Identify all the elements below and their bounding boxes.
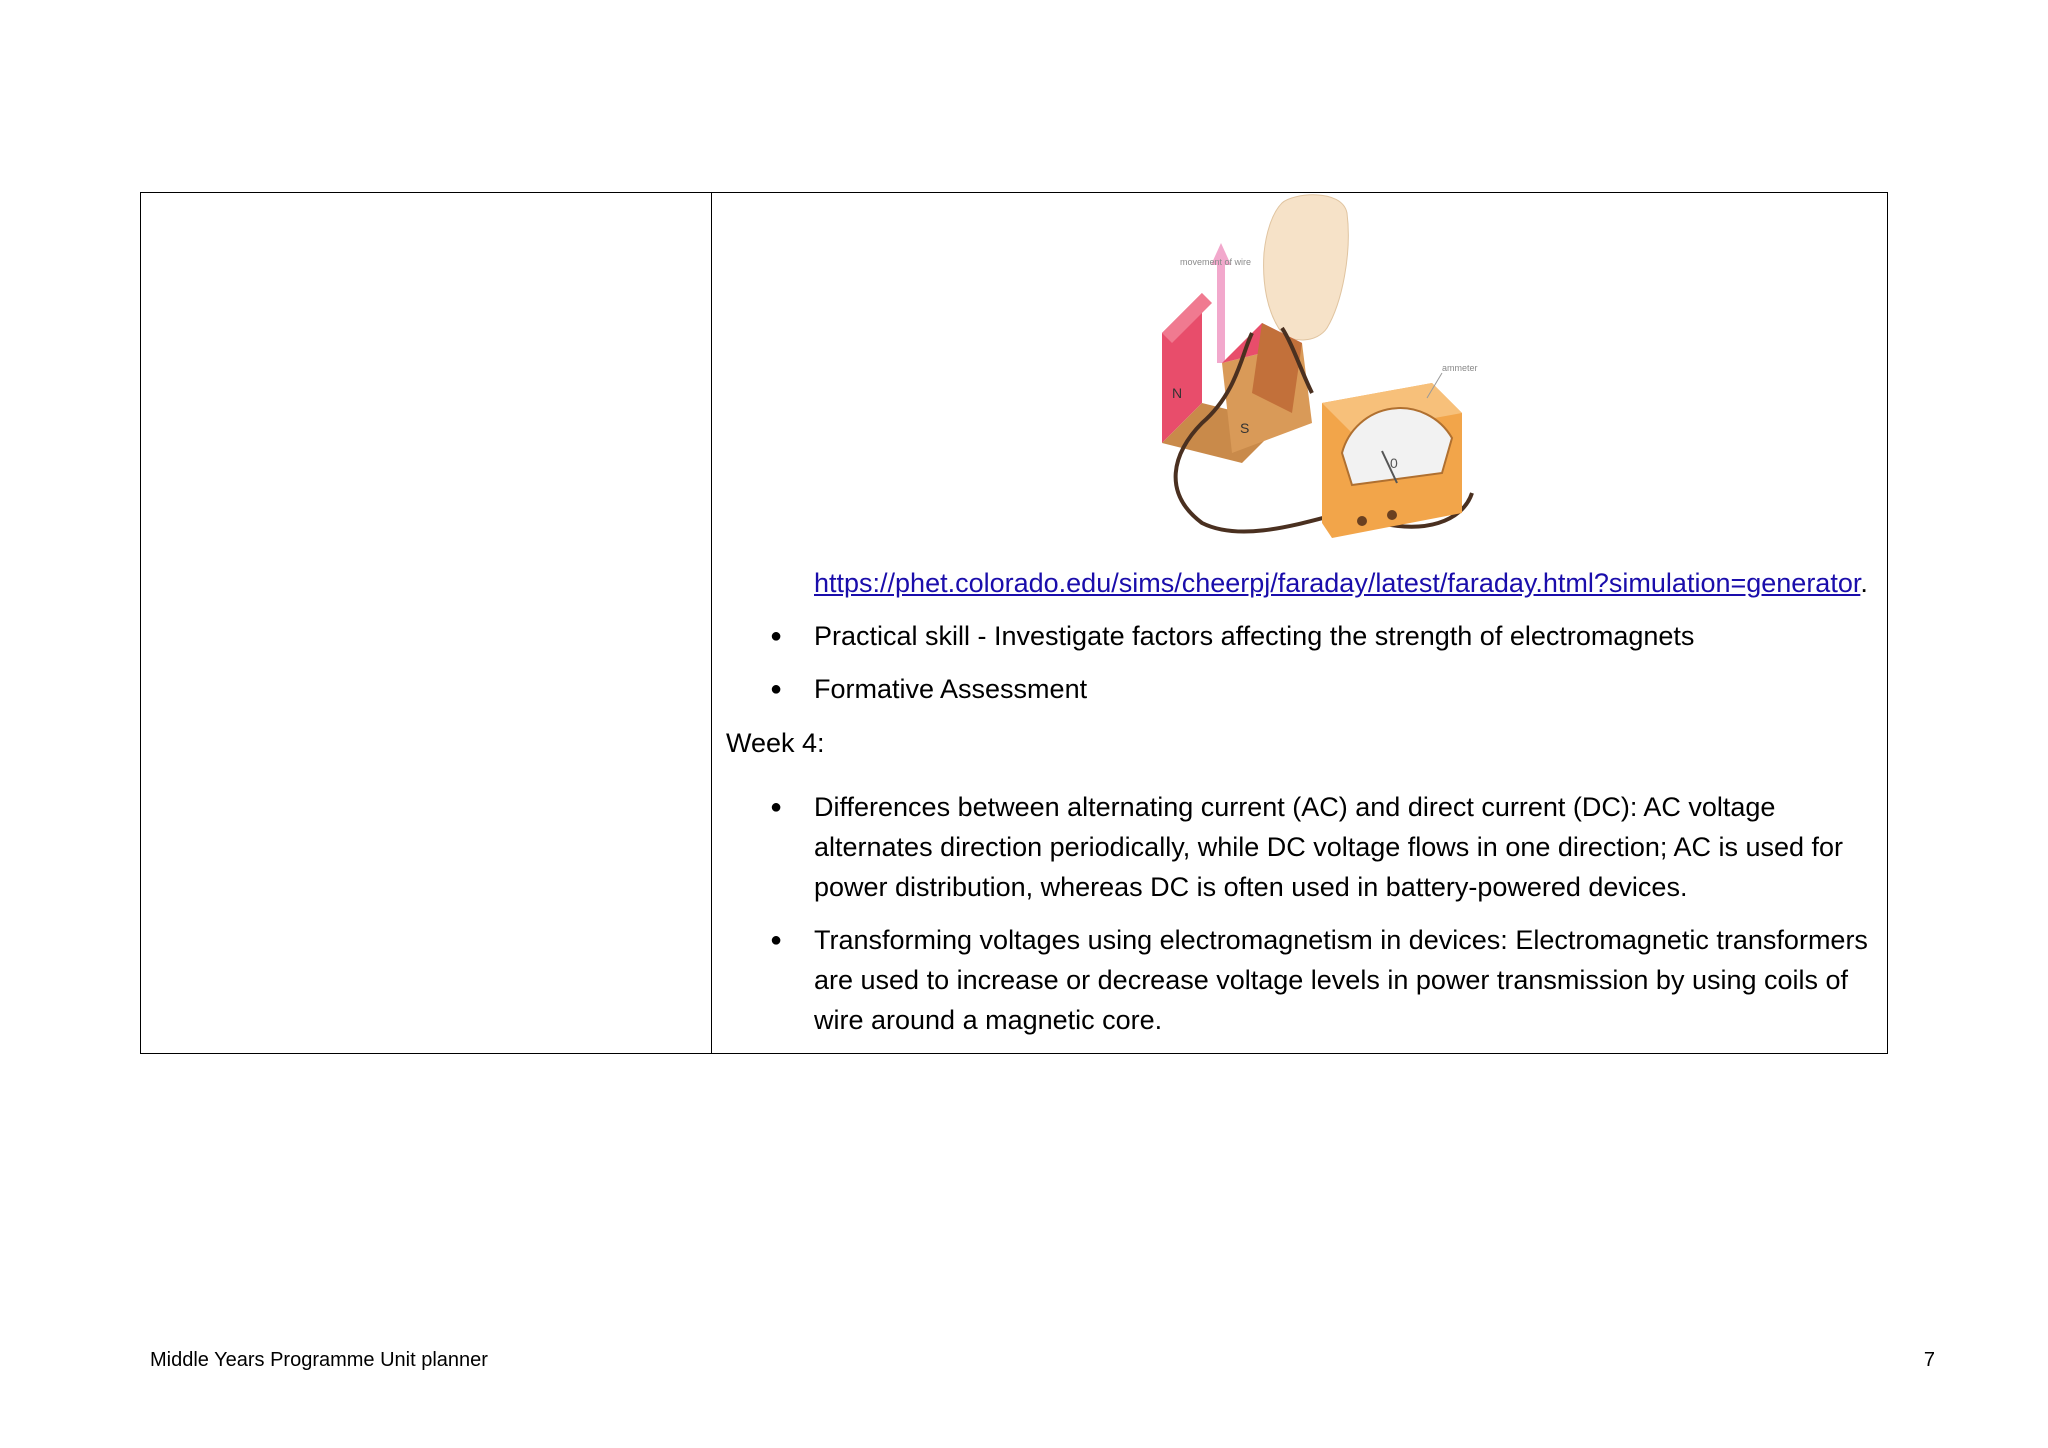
footer-title: Middle Years Programme Unit planner (150, 1349, 488, 1371)
page-number: 7 (1923, 1349, 1935, 1371)
link-suffix: . (1860, 568, 1868, 598)
right-column-cell (712, 193, 1887, 1053)
week-heading: Week 4: (726, 728, 825, 758)
ammeter-label: ammeter (1442, 363, 1478, 373)
list-item (726, 787, 1871, 907)
list-item (726, 920, 1871, 1040)
week-topics-list (726, 787, 1871, 1040)
bullet-icon: ● (770, 796, 783, 818)
electromagnetic-induction-figure (1142, 193, 1542, 555)
list-item-text: Formative Assessment (814, 674, 1088, 704)
list-item-text: Practical skill - Investigate factors affecting the strength of electromagnets (814, 621, 1695, 651)
list-item (726, 669, 1871, 709)
bullet-icon: ● (770, 929, 783, 951)
movement-label: movement of wire (1180, 257, 1252, 267)
phet-simulation-link[interactable]: https://phet.colorado.edu/sims/cheerpj/faraday/latest/faraday.html?simulation=generator (814, 568, 1861, 598)
activity-list (726, 616, 1871, 709)
lesson-content (726, 563, 1871, 1040)
bullet-icon: ● (770, 625, 783, 647)
bullet-icon: ● (770, 678, 783, 700)
ammeter-zero-label: 0 (1390, 455, 1398, 471)
simulation-link-line (814, 563, 1871, 603)
north-pole-label: N (1172, 385, 1183, 401)
list-item-text: Transforming voltages using electromagnetism in devices: Electromagnetic transformers are used to increase or decrease voltage levels in power transmission by using coils of wire around a magnetic core. (814, 925, 1868, 1035)
unit-planner-table (140, 192, 1888, 1054)
list-item (726, 616, 1871, 656)
left-column-cell (141, 193, 712, 1053)
list-item-text: Differences between alternating current (AC) and direct current (DC): AC voltage alternates direction periodically, while DC voltage flows in one direction; AC is used for power distribution, whereas DC is often used in battery-powered devices. (814, 792, 1844, 902)
south-pole-label: S (1240, 420, 1250, 436)
